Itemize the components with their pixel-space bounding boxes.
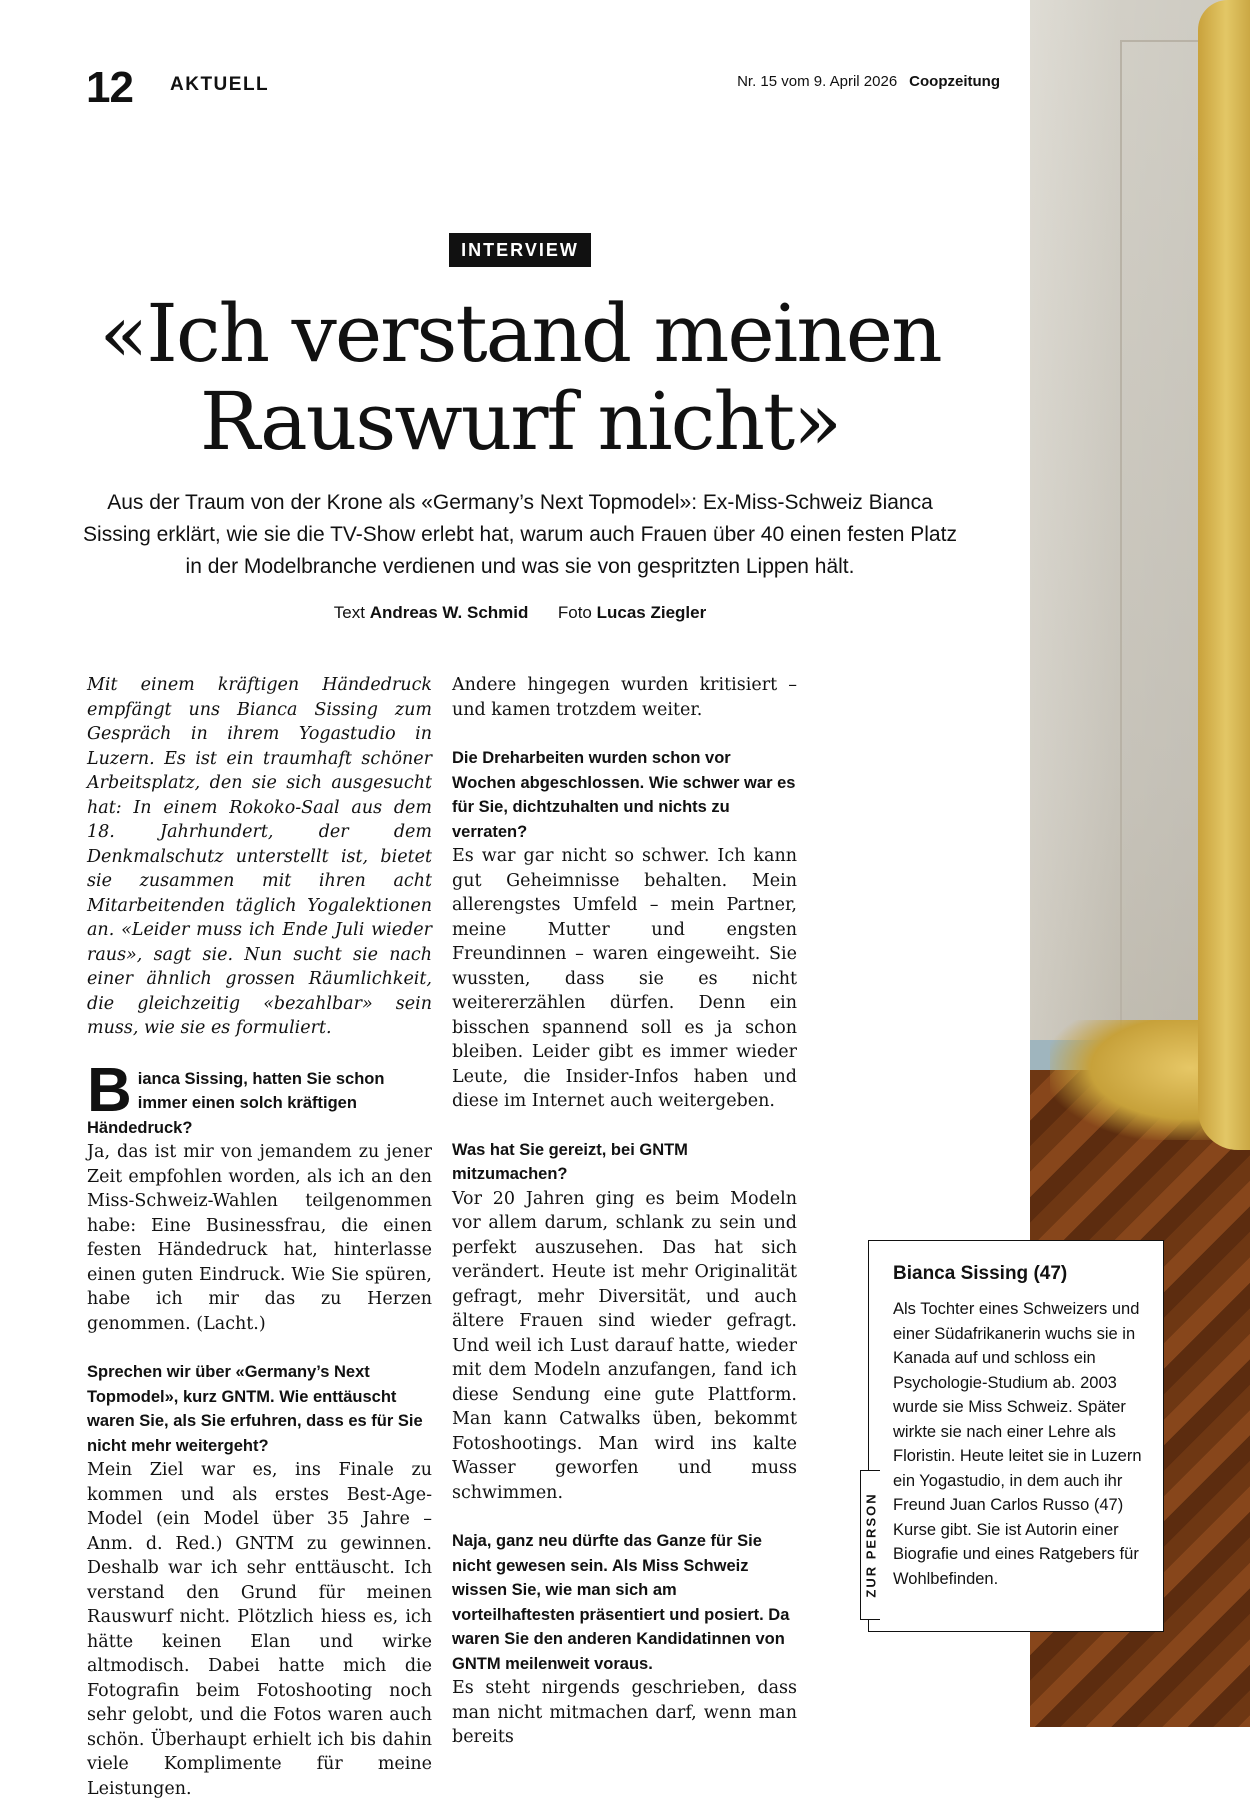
bio-text: Als Tochter eines Schweizers und einer Südafrikanerin wuchs sie in Kanada auf und schloss ein Psychologie-Studium ab. 2003 wurde sie Miss Schweiz. Später wirkte sie nach einer Lehre als Floristin. Heute leitet sie in Luzern ein Yogastudio, in dem auch ihr Freund Juan Carlos Russo (47) Kurse gibt. Sie ist Autorin einer Biografie und eines Ratgebers für Wohlbefinden. — [893, 1300, 1142, 1588]
question: Die Dreharbeiten wurden schon vor Wochen abgeschlossen. Wie schwer war es für Sie, dichtzuhalten und nichts zu verraten? — [452, 749, 796, 841]
credit-author: Andreas W. Schmid — [369, 603, 529, 622]
headline: «Ich verstand meinen Rauswurf nicht» — [99, 287, 941, 468]
lede: Aus der Traum von der Krone als «Germany’s Next Topmodel»: Ex-Miss-Schweiz Bianca Sissing erklärt, wie sie die TV-Show erlebt hat, warum auch Frauen über 40 einen festen Platz in der Modelbranche verdienen und was sie von gespritzten Lippen hält. — [83, 491, 957, 578]
question: Was hat Sie gereizt, bei GNTM mitzumachen? — [452, 1140, 688, 1183]
answer: Ja, das ist mir von jemandem zu jener Zeit empfohlen worden, als ich an den Miss-Schweiz-Wahlen teilgenommen habe: Eine Businessfrau, die einen festen Händedruck hat, hinterlasse einen guten Eindruck. Wie Sie spüren, habe ich mir das zu Herzen genommen. (Lacht.) — [87, 1142, 432, 1334]
dropcap: B — [87, 1055, 132, 1125]
kicker-label: INTERVIEW — [449, 233, 591, 267]
credit-photographer: Lucas Ziegler — [596, 603, 707, 622]
credit-text-label: Text — [333, 603, 365, 622]
bio-tab — [860, 1470, 880, 1620]
publication-name: Coopzeitung — [909, 73, 1000, 90]
bio-title: Bianca Sissing (47) — [893, 1263, 1068, 1284]
kicker-wrap — [0, 233, 1040, 267]
answer: Es war gar nicht so schwer. Ich kann gut Geheimnisse behalten. Mein allerengstes Umfeld – mein Partner, meine Mutter und engsten Freundinnen – waren eingeweiht. Sie wussten, dass sie es nicht weitererzählen dürfen. Denn ein bisschen spannend soll es ja schon bleiben. Leider gibt es immer wieder Leute, die Insider-Infos haben und diese im Internet auch weitergeben. — [452, 846, 797, 1111]
issue-line — [737, 73, 1000, 90]
issue-date: Nr. 15 vom 9. April 2026 — [737, 73, 898, 90]
question: Bianca Sissing, hatten Sie schon immer einen solch kräftigen Händedruck? — [87, 1055, 385, 1137]
answer: Mein Ziel war es, ins Finale zu kommen und als erstes Best-Age-Model (ein Model über 35 Jahre – Anm. d. Red.) GNTM zu gewinnen. Deshalb war ich sehr enttäuscht. Ich verstand den Grund für meinen Rauswurf nicht. Plötzlich hiess es, ich hätte keinen Elan und wirke altmodisch. Dabei hatte mich die Fotografin beim Fotoshooting noch sehr gelobt, und die Fotos waren auch schön. Überhaupt erhielt ich bis dahin viele Komplimente für meine Leistungen. — [87, 1460, 432, 1799]
credit-photo-label: Foto — [557, 603, 592, 622]
column-left — [87, 673, 432, 1801]
answer: Vor 20 Jahren ging es beim Modeln vor allem darum, schlank zu sein und perfekt auszusehen. Das hat sich verändert. Heute ist mehr Originalität gefragt, mehr Diversität, und auch ältere Frauen sind wieder gefragt. Und weil ich Lust darauf hatte, wieder mit dem Modeln anzufangen, fand ich diese Sendung eine gute Plattform. Man kann Catwalks üben, bekommt Fotoshootings. Man wird ins kalte Wasser geworfen und muss schwimmen. — [452, 1188, 797, 1503]
intro-paragraph: Mit einem kräftigen Händedruck empfängt uns Bianca Sissing zum Gespräch in ihrem Yogastudio in Luzern. Es ist ein traumhaft schöner Arbeitsplatz, den sie sich ausgesucht hat: In einem Rokoko-Saal aus dem 18. Jahrhundert, der dem Denkmalschutz unterstellt ist, bietet sie zusammen mit ihren acht Mitarbeitenden täglich Yogalektionen an. «Leider muss ich Ende Juli wieder raus», sagt sie. Nun sucht sie nach einer ähnlich grossen Räumlichkeit, die gleichzeitig «bezahlbar» sein muss, wie sie es formuliert. — [87, 675, 432, 1038]
answer: Es steht nirgends geschrieben, dass man nicht mitmachen darf, wenn man bereits — [452, 1678, 797, 1747]
question: Sprechen wir über «Germany’s Next Topmodel», kurz GNTM. Wie enttäuscht waren Sie, als Sie erfuhren, dass es für Sie nicht mehr weitergeht? — [87, 1363, 423, 1455]
answer: Andere hingegen wurden kritisiert – und kamen trotzdem weiter. — [452, 675, 797, 720]
column-right — [452, 673, 797, 1750]
bio-tab-label: ZUR PERSON — [863, 1492, 878, 1598]
credits — [0, 603, 1040, 623]
section-label: AKTUELL — [170, 74, 270, 95]
bio-box — [868, 1240, 1164, 1632]
question: Naja, ganz neu dürfte das Ganze für Sie nicht gewesen sein. Als Miss Schweiz wissen Sie, wie man sich am vorteilhaftesten präsentiert und posiert. Da waren Sie den anderen Kandidatinnen von GNTM meilenweit voraus. — [452, 1532, 790, 1673]
page-number: 12 — [86, 63, 133, 112]
